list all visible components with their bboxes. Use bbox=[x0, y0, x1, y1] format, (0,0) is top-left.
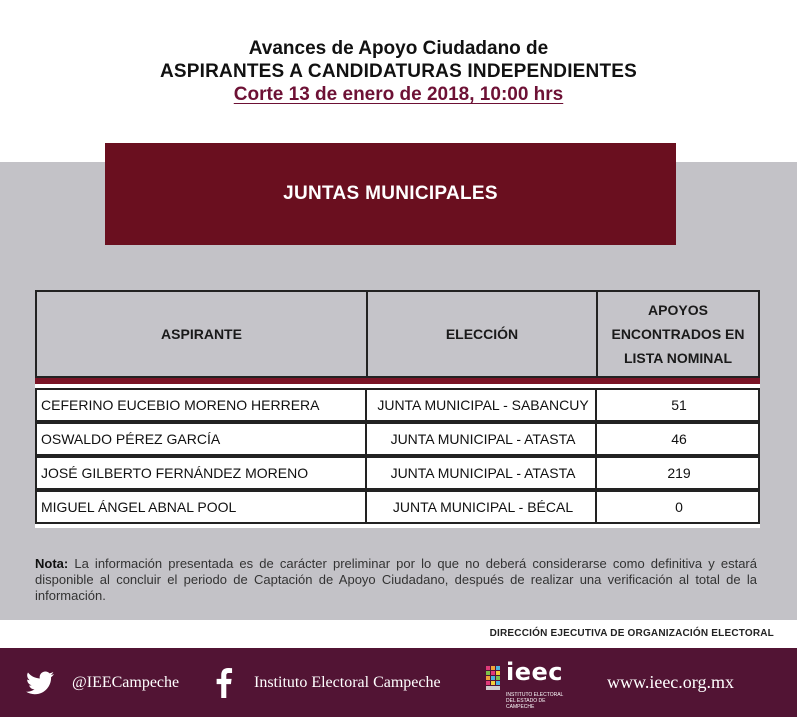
table-header bbox=[35, 290, 760, 378]
cell-aspirante: CEFERINO EUCEBIO MORENO HERRERA bbox=[41, 397, 320, 413]
twitter-link[interactable] bbox=[26, 648, 179, 717]
title-line-1: Avances de Apoyo Ciudadano de bbox=[248, 38, 549, 59]
results-table bbox=[35, 290, 760, 528]
direction-bar bbox=[0, 620, 797, 648]
cell-apoyos: 46 bbox=[671, 431, 687, 447]
cell-aspirante: MIGUEL ÁNGEL ABNAL POOL bbox=[41, 499, 237, 515]
disclaimer-note bbox=[35, 556, 757, 604]
note-text: La información presentada es de carácter preliminar por lo que no deberá considerarse como definitiva y estará disponible al concluir el periodo de Captación de Apoyo Ciudadano, después de realizar una verificación al total de la información. bbox=[35, 556, 757, 603]
cell-eleccion: JUNTA MUNICIPAL - SABANCUY bbox=[377, 397, 589, 413]
header bbox=[0, 0, 797, 162]
cell-eleccion: JUNTA MUNICIPAL - ATASTA bbox=[390, 431, 576, 447]
header-underline bbox=[35, 378, 760, 384]
cell-aspirante: JOSÉ GILBERTO FERNÁNDEZ MORENO bbox=[41, 465, 309, 481]
section-banner bbox=[105, 143, 676, 245]
title-line-2: ASPIRANTES A CANDIDATURAS INDEPENDIENTES bbox=[159, 61, 638, 82]
facebook-name: Instituto Electoral Campeche bbox=[254, 673, 441, 691]
logo-text: ieec bbox=[506, 658, 564, 686]
footer bbox=[0, 648, 797, 717]
section-title: JUNTAS MUNICIPALES bbox=[283, 183, 498, 204]
cell-apoyos: 51 bbox=[671, 397, 687, 413]
cell-aspirante: OSWALDO PÉREZ GARCÍA bbox=[41, 431, 221, 447]
header-eleccion: ELECCIÓN bbox=[445, 326, 519, 342]
cell-apoyos: 0 bbox=[675, 499, 683, 515]
website-link[interactable]: www.ieec.org.mx bbox=[607, 672, 734, 692]
cell-eleccion: JUNTA MUNICIPAL - BÉCAL bbox=[392, 499, 574, 515]
logo-subtitle: INSTITUTO ELECTORAL DEL ESTADO DE CAMPECHE bbox=[506, 692, 564, 710]
header-apoyos: APOYOS ENCONTRADOS EN LISTA NOMINAL bbox=[611, 302, 745, 366]
direction-name: DIRECCIÓN EJECUTIVA DE ORGANIZACIÓN ELECTORAL bbox=[489, 628, 774, 639]
ieec-logo bbox=[484, 656, 574, 710]
note-label: Nota: bbox=[35, 556, 69, 571]
table-row bbox=[35, 456, 760, 490]
facebook-link[interactable] bbox=[212, 648, 441, 717]
table-row bbox=[35, 388, 760, 422]
cell-apoyos: 219 bbox=[667, 465, 691, 481]
cutoff-date: Corte 13 de enero de 2018, 10:00 hrs bbox=[233, 84, 564, 105]
table-row bbox=[35, 422, 760, 456]
facebook-icon bbox=[212, 668, 236, 698]
twitter-handle: @IEECampeche bbox=[72, 673, 180, 691]
header-aspirante: ASPIRANTE bbox=[161, 326, 242, 342]
twitter-icon bbox=[26, 671, 54, 695]
table-row bbox=[35, 490, 760, 524]
cell-eleccion: JUNTA MUNICIPAL - ATASTA bbox=[390, 465, 576, 481]
